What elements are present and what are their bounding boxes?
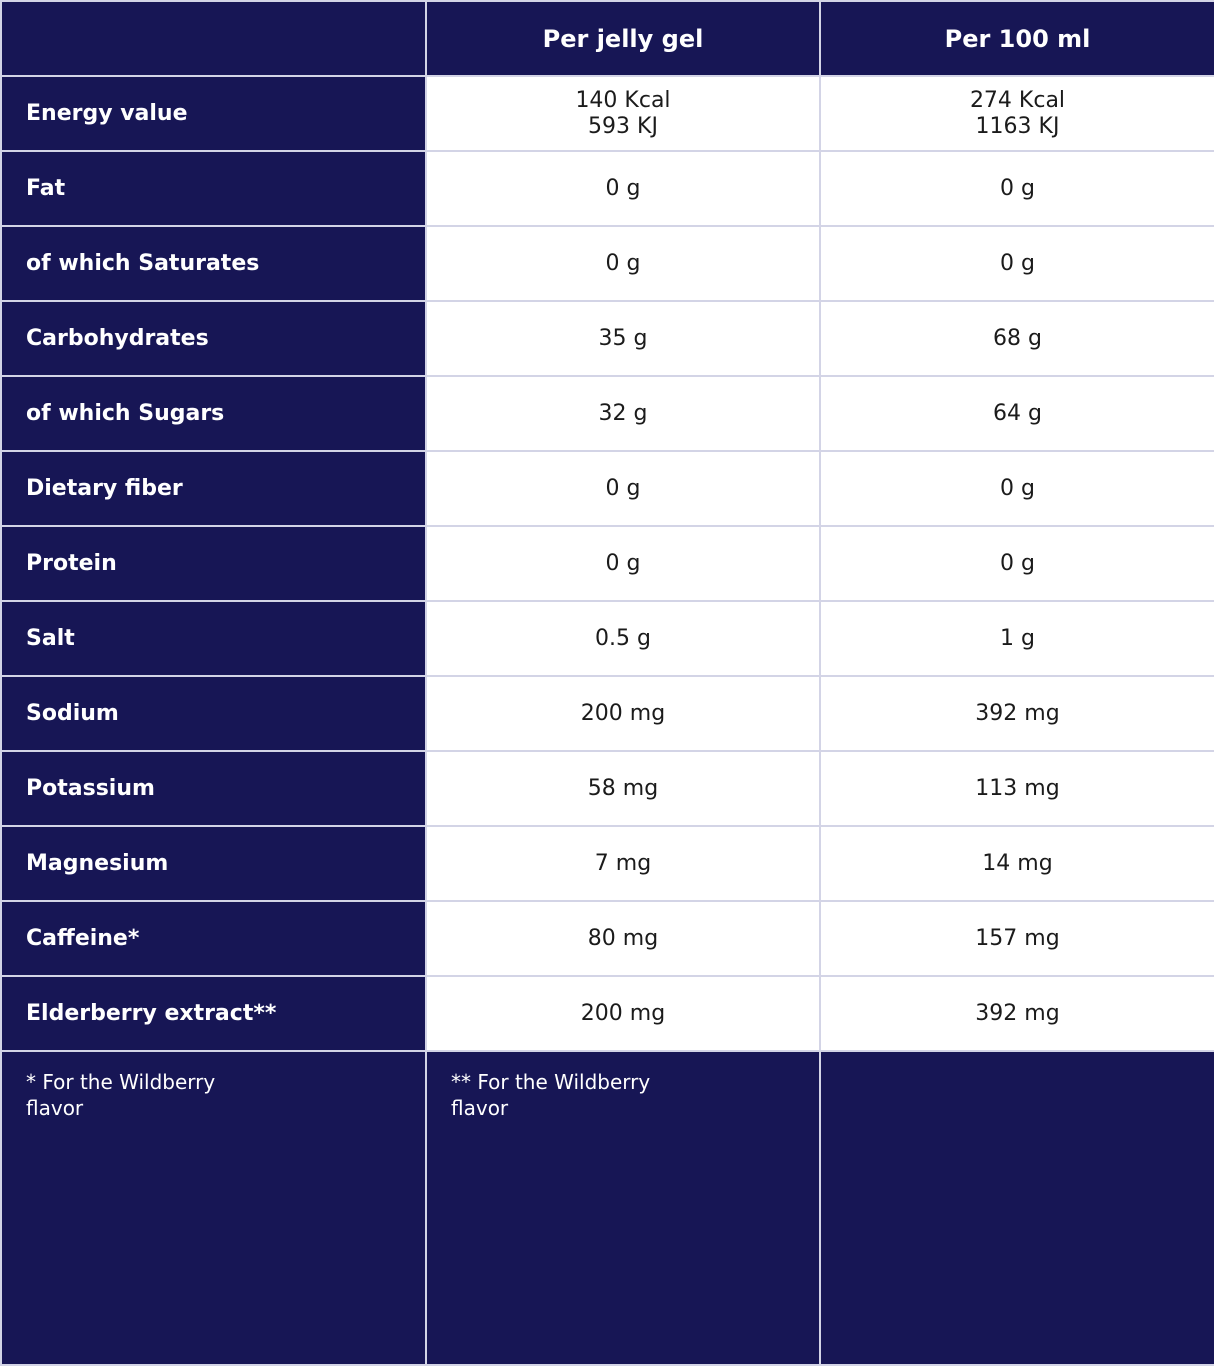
table-row (1, 826, 1214, 901)
value-per-100ml: 0 g (820, 151, 1214, 226)
footnote-caffeine-cell (1, 1051, 426, 1365)
value-line: 593 KJ (588, 113, 658, 139)
header-per-100ml: Per 100 ml (820, 1, 1214, 76)
row-label: Potassium (1, 751, 426, 826)
header-empty-cell (1, 1, 426, 76)
table-row (1, 226, 1214, 301)
value-per-100ml: 1 g (820, 601, 1214, 676)
footnote-empty-cell (820, 1051, 1214, 1365)
row-label: of which Sugars (1, 376, 426, 451)
row-label: Protein (1, 526, 426, 601)
value-line: 140 Kcal (575, 87, 671, 113)
header-per-jelly-gel: Per jelly gel (426, 1, 820, 76)
value-per-100ml: 64 g (820, 376, 1214, 451)
value-per-gel: 0 g (426, 526, 820, 601)
value-per-100ml: 392 mg (820, 976, 1214, 1051)
value-per-100ml: 113 mg (820, 751, 1214, 826)
row-label: Salt (1, 601, 426, 676)
row-label: Fat (1, 151, 426, 226)
row-label: Energy value (1, 76, 426, 151)
table-row (1, 601, 1214, 676)
value-per-gel: 35 g (426, 301, 820, 376)
value-per-gel: 80 mg (426, 901, 820, 976)
table-row (1, 676, 1214, 751)
value-per-100ml: 68 g (820, 301, 1214, 376)
table-row (1, 976, 1214, 1051)
value-per-gel: 200 mg (426, 676, 820, 751)
table-row (1, 76, 1214, 151)
value-per-100ml: 0 g (820, 526, 1214, 601)
row-label: Sodium (1, 676, 426, 751)
value-per-100ml: 0 g (820, 451, 1214, 526)
value-per-gel: 0 g (426, 226, 820, 301)
value-line: 1163 KJ (975, 113, 1060, 139)
table-row (1, 151, 1214, 226)
row-label: Dietary fiber (1, 451, 426, 526)
value-per-100ml: 157 mg (820, 901, 1214, 976)
table-row (1, 751, 1214, 826)
value-per-gel: 200 mg (426, 976, 820, 1051)
footnote-elderberry: ** For the Wildberry flavor (451, 1070, 651, 1120)
value-per-100ml: 392 mg (820, 676, 1214, 751)
footnote-caffeine: * For the Wildberry flavor (26, 1070, 216, 1120)
row-label: Carbohydrates (1, 301, 426, 376)
value-per-gel (426, 76, 820, 151)
value-per-gel: 0.5 g (426, 601, 820, 676)
table-row (1, 301, 1214, 376)
table-row (1, 451, 1214, 526)
table-row (1, 376, 1214, 451)
row-label: Caffeine* (1, 901, 426, 976)
row-label: Magnesium (1, 826, 426, 901)
value-per-gel: 58 mg (426, 751, 820, 826)
footnote-row (1, 1051, 1214, 1365)
header-row (1, 1, 1214, 76)
value-per-gel: 7 mg (426, 826, 820, 901)
value-per-gel: 32 g (426, 376, 820, 451)
footnote-elderberry-cell (426, 1051, 820, 1365)
value-per-100ml: 14 mg (820, 826, 1214, 901)
value-line: 274 Kcal (969, 87, 1066, 113)
value-per-100ml: 0 g (820, 226, 1214, 301)
value-per-gel: 0 g (426, 451, 820, 526)
table-row (1, 901, 1214, 976)
value-per-100ml (820, 76, 1214, 151)
value-per-gel: 0 g (426, 151, 820, 226)
row-label: of which Saturates (1, 226, 426, 301)
row-label: Elderberry extract** (1, 976, 426, 1051)
table-row (1, 526, 1214, 601)
